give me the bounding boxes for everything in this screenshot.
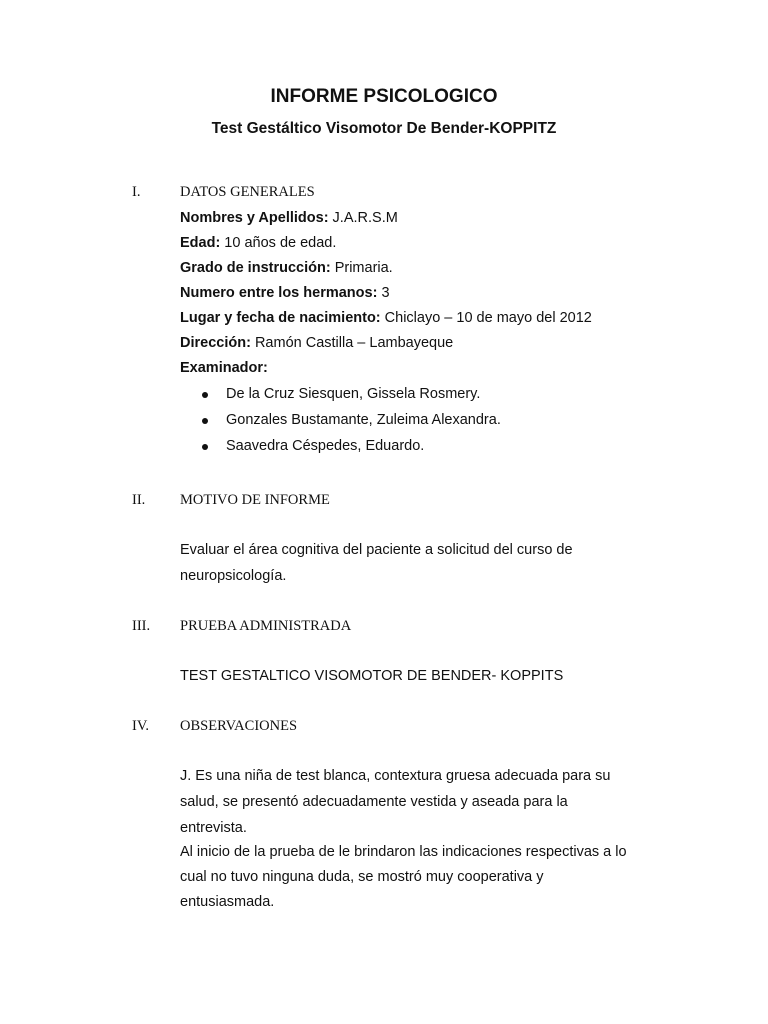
examinador-item: Gonzales Bustamante, Zuleima Alexandra. <box>226 412 501 428</box>
paragraph-line: entusiasmada. <box>180 894 275 910</box>
field-label: Dirección: <box>180 335 251 351</box>
test-name: TEST GESTALTICO VISOMOTOR DE BENDER- KOPPITS <box>180 668 564 684</box>
field-label: Lugar y fecha de nacimiento: <box>180 310 381 326</box>
report-title: INFORME PSICOLOGICO <box>270 86 498 107</box>
field-value: 10 años de edad. <box>220 235 337 251</box>
paragraph-line: cual no tuvo ninguna duda, se mostró muy cooperativa y <box>180 869 544 885</box>
field-grado <box>180 260 393 276</box>
paragraph-line: J. Es una niña de test blanca, contextura gruesa adecuada para su <box>180 768 611 784</box>
field-value: Primaria. <box>330 260 393 276</box>
section-numeral: IV. <box>132 718 150 734</box>
section-numeral: II. <box>132 492 146 508</box>
bullet-icon <box>202 418 208 424</box>
bullet-icon <box>202 392 208 398</box>
bullet-icon <box>202 444 208 450</box>
field-edad <box>180 235 336 251</box>
section-heading: OBSERVACIONES <box>180 718 298 734</box>
field-label: Grado de instrucción: <box>180 260 331 276</box>
field-label: Nombres y Apellidos: <box>180 210 329 226</box>
field-nombres <box>180 210 398 226</box>
paragraph-line: Evaluar el área cognitiva del paciente a solicitud del curso de <box>180 542 573 558</box>
report-subtitle: Test Gestáltico Visomotor De Bender-KOPPITZ <box>211 120 557 137</box>
paragraph-line: salud, se presentó adecuadamente vestida y aseada para la <box>180 794 568 810</box>
field-value: 3 <box>377 285 390 301</box>
examinador-item: Saavedra Céspedes, Eduardo. <box>226 438 425 454</box>
field-value: J.A.R.S.M <box>328 210 398 226</box>
section-numeral: III. <box>132 618 151 634</box>
section-heading: DATOS GENERALES <box>180 184 315 200</box>
paragraph-line: neuropsicología. <box>180 568 287 584</box>
section-numeral: I. <box>132 184 141 200</box>
examinador-item: De la Cruz Siesquen, Gissela Rosmery. <box>226 386 481 402</box>
field-direccion <box>180 335 453 351</box>
field-lugar <box>180 310 592 326</box>
section-heading: PRUEBA ADMINISTRADA <box>180 618 352 634</box>
field-value: Chiclayo – 10 de mayo del 2012 <box>380 310 592 326</box>
field-numero <box>180 285 390 301</box>
paragraph-line: entrevista. <box>180 820 247 836</box>
field-label: Numero entre los hermanos: <box>180 285 378 301</box>
field-examinador-label: Examinador: <box>180 360 268 376</box>
section-heading: MOTIVO DE INFORME <box>180 492 330 508</box>
field-label: Edad: <box>180 235 221 251</box>
field-value: Ramón Castilla – Lambayeque <box>250 335 454 351</box>
paragraph-line: Al inicio de la prueba de le brindaron las indicaciones respectivas a lo <box>180 844 627 860</box>
